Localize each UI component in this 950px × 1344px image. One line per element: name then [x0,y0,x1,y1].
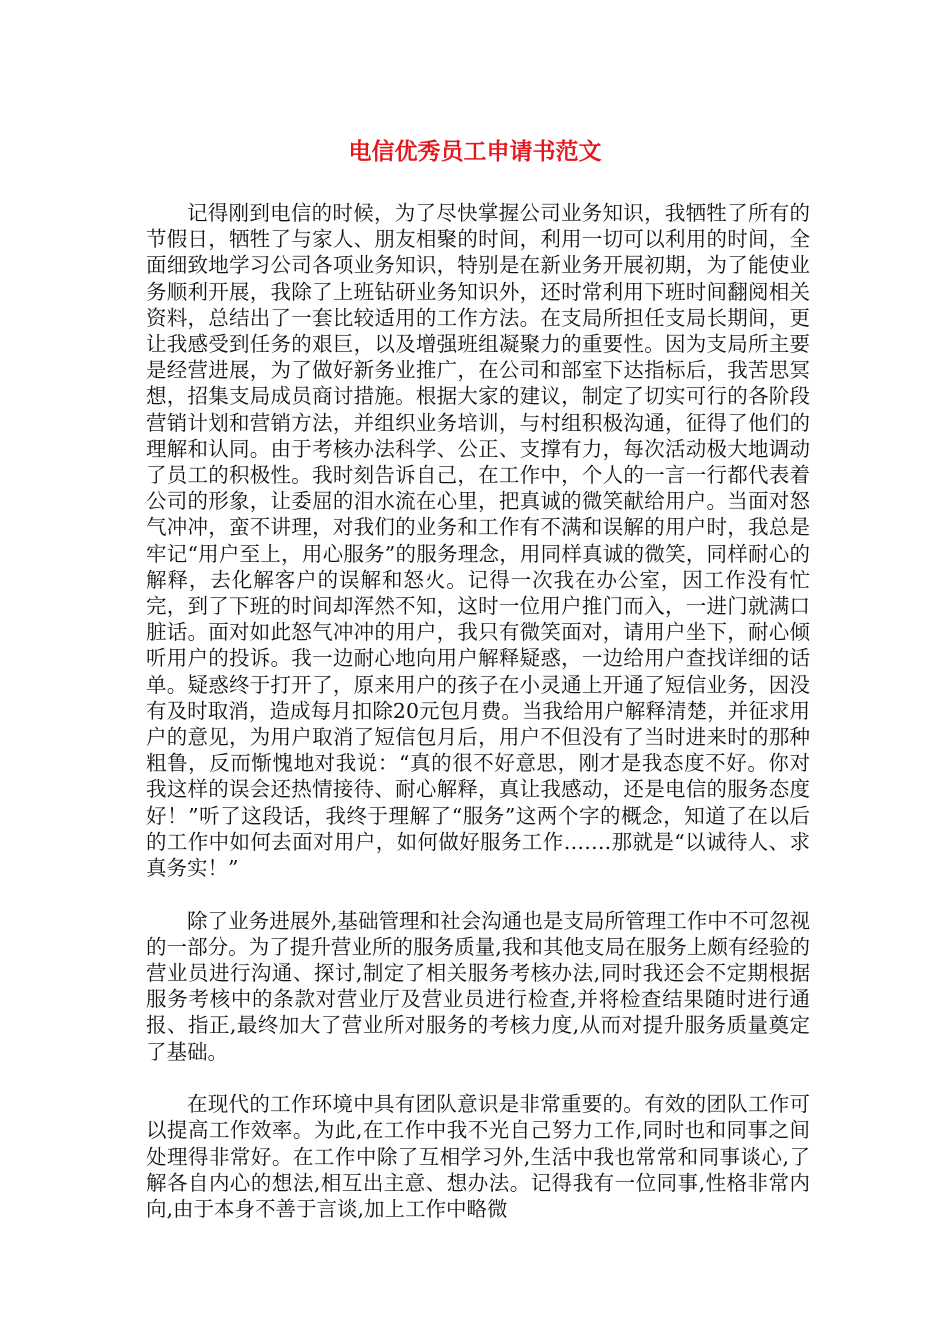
paragraph-1: 记得刚到电信的时候，为了尽快掌握公司业务知识，我牺牲了所有的节假日，牺牲了与家人、朋友相聚的时间，利用一切可以利用的时间，全面细致地学习公司各项业务知识，特别是在新业务开展初期，为了能使业务顺利开展，我除了上班钻研业务知识外，还时常利用下班时间翻阅相关资料，总结出了一套比较适用的工作方法。在支局所担任支局长期间，更让我感受到任务的艰巨，以及增强班组凝聚力的重要性。因为支局所主要是经营进展，为了做好新务业推广，在公司和部室下达指标后，我苦思冥想，招集支局成员商讨措施。根据大家的建议，制定了切实可行的各阶段营销计划和营销方法，并组织业务培训，与村组积极沟通，征得了他们的理解和认同。由于考核办法科学、公正、支撑有力，每次活动极大地调动了员工的积极性。我时刻告诉自己，在工作中，个人的一言一行都代表着公司的形象，让委屈的泪水流在心里，把真诚的微笑献给用户。当面对怒气冲冲，蛮不讲理，对我们的业务和工作有不满和误解的用户时，我总是牢记“用户至上，用心服务”的服务理念，用同样真诚的微笑，同样耐心的解释，去化解客户的误解和怒火。记得一次我在办公室，因工作没有忙完，到了下班的时间却浑然不知，这时一位用户推门而入，一进门就满口脏话。面对如此怒气冲冲的用户，我只有微笑面对，请用户坐下，耐心倾听用户的投诉。我一边耐心地向用户解释疑惑，一边给用户查找详细的话单。疑惑终于打开了，原来用户的孩子在小灵通上开通了短信业务，因没有及时取消，造成每月扣除20元包月费。当我给用户解释清楚，并征求用户的意见，为用户取消了短信包月后，用户不但没有了当时进来时的那种粗鲁，反而惭愧地对我说：“真的很不好意思，刚才是我态度不好。你对我这样的误会还热情接待、耐心解释，真让我感动，还是电信的服务态度好！”听了这段话，我终于理解了“服务”这两个字的概念，知道了在以后的工作中如何去面对用户，如何做好服务工作…….那就是“以诚待人、求真务实！” [146,201,810,881]
paragraph-2: 除了业务进展外,基础管理和社会沟通也是支局所管理工作中不可忽视的一部分。为了提升营业所的服务质量,我和其他支局在服务上颇有经验的营业员进行沟通、探讨,制定了相关服务考核办法,同时我还会不定期根据服务考核中的条款对营业厅及营业员进行检查,并将检查结果随时进行通报、指正,最终加大了营业所对服务的考核力度,从而对提升服务质量奠定了基础。 [146,908,810,1064]
document-title: 电信优秀员工申请书范文 [348,139,602,165]
paragraph-3: 在现代的工作环境中具有团队意识是非常重要的。有效的团队工作可以提高工作效率。为此,在工作中我不光自己努力工作,同时也和同事之间处理得非常好。在工作中除了互相学习外,生活中我也常常和同事谈心,了解各自内心的想法,相互出主意、想办法。记得我有一位同事,性格非常内向,由于本身不善于言谈,加上工作中略微 [146,1092,810,1222]
document-body [146,200,810,1222]
